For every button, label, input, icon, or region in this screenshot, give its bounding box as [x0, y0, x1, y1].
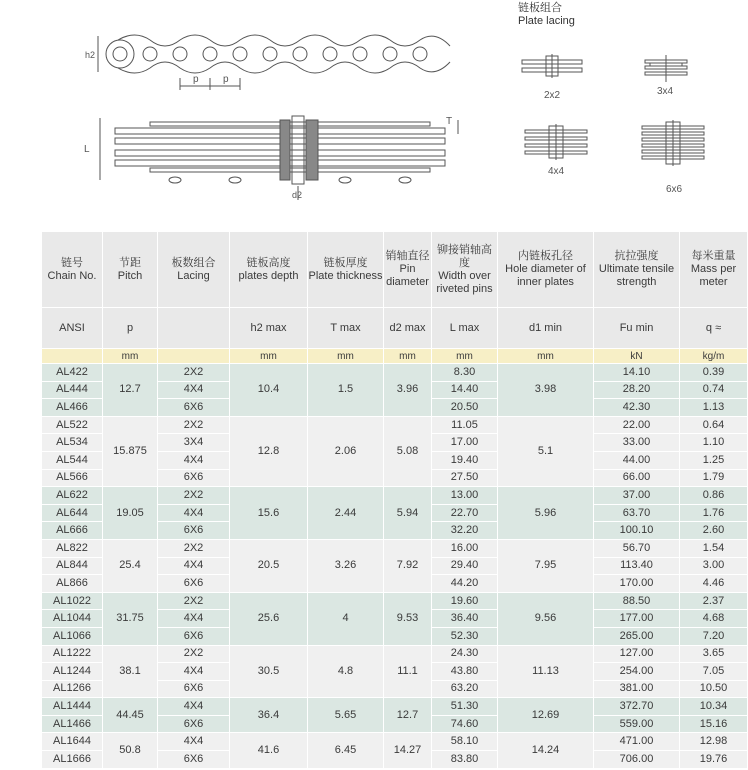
- header-cn: 内链板孔径: [518, 250, 573, 262]
- header-en: Width over riveted pins: [436, 269, 493, 295]
- symbol-mass-per-meter: q ≈: [680, 308, 748, 349]
- cell-lacing: 2X2: [158, 592, 230, 610]
- cell-pin-diameter: 5.08: [384, 416, 432, 486]
- cell-tensile-strength: 471.00: [594, 733, 680, 751]
- unit-pitch: mm: [103, 349, 158, 364]
- plate-lacing-title: [518, 2, 575, 28]
- cell-chain-no: AL866: [42, 575, 103, 593]
- cell-plate-thickness: 2.06: [308, 416, 384, 486]
- label-h2: h2: [85, 50, 96, 60]
- table-row: [42, 733, 748, 751]
- symbol-tensile-strength: Fu min: [594, 308, 680, 349]
- symbol-hole-diameter: d1 min: [498, 308, 594, 349]
- cell-width-over-pins: 32.20: [432, 522, 498, 540]
- cell-tensile-strength: 37.00: [594, 487, 680, 505]
- header-row: [42, 232, 748, 308]
- cell-lacing: 6X6: [158, 627, 230, 645]
- cell-hole-diameter: 3.98: [498, 364, 594, 417]
- cell-tensile-strength: 56.70: [594, 539, 680, 557]
- lacing-label-3x4: 3x4: [657, 86, 674, 97]
- header-cn: 节距: [119, 256, 141, 269]
- cell-lacing: 6X6: [158, 751, 230, 769]
- unit-tensile-strength: kN: [594, 349, 680, 364]
- cell-mass-per-meter: 15.16: [680, 715, 748, 733]
- cell-width-over-pins: 19.60: [432, 592, 498, 610]
- cell-hole-diameter: 7.95: [498, 539, 594, 592]
- plate-lacing-title-en: Plate lacing: [518, 15, 575, 27]
- cell-pitch: 31.75: [103, 592, 158, 645]
- cell-pitch: 12.7: [103, 364, 158, 417]
- unit-pin-diameter: mm: [384, 349, 432, 364]
- header-width-over-pins: [432, 232, 498, 308]
- cell-lacing: 4X4: [158, 504, 230, 522]
- table-row: [42, 416, 748, 434]
- cell-chain-no: AL1644: [42, 733, 103, 751]
- cell-pitch: 38.1: [103, 645, 158, 698]
- cell-chain-no: AL622: [42, 487, 103, 505]
- cell-tensile-strength: 100.10: [594, 522, 680, 540]
- cell-tensile-strength: 42.30: [594, 399, 680, 417]
- header-cn: 抗拉强度: [614, 250, 659, 262]
- header-en: Ultimate tensile strength: [598, 263, 675, 288]
- header-mass-per-meter: [680, 232, 748, 308]
- cell-pitch: 44.45: [103, 698, 158, 733]
- cell-lacing: 2X2: [158, 539, 230, 557]
- cell-tensile-strength: 63.70: [594, 504, 680, 522]
- label-L: L: [84, 144, 90, 155]
- cell-tensile-strength: 177.00: [594, 610, 680, 628]
- cell-lacing: 6X6: [158, 715, 230, 733]
- table-row: [42, 364, 748, 382]
- cell-lacing: 6X6: [158, 399, 230, 417]
- header-pitch: [103, 232, 158, 308]
- cell-hole-diameter: 5.1: [498, 416, 594, 486]
- header-en: Pitch: [117, 269, 143, 282]
- cell-mass-per-meter: 10.50: [680, 680, 748, 698]
- unit-width-over-pins: mm: [432, 349, 498, 364]
- header-cn: 铆接销轴高度: [437, 243, 492, 269]
- unit-hole-diameter: mm: [498, 349, 594, 364]
- cell-mass-per-meter: 10.34: [680, 698, 748, 716]
- cell-tensile-strength: 559.00: [594, 715, 680, 733]
- cell-hole-diameter: 9.56: [498, 592, 594, 645]
- symbol-lacing: [158, 308, 230, 349]
- cell-tensile-strength: 88.50: [594, 592, 680, 610]
- chain-top-view: [100, 116, 458, 200]
- cell-lacing: 2X2: [158, 364, 230, 382]
- cell-mass-per-meter: 1.10: [680, 434, 748, 452]
- lacing-label-6x6: 6x6: [666, 184, 683, 195]
- cell-pin-diameter: 12.7: [384, 698, 432, 733]
- cell-width-over-pins: 44.20: [432, 575, 498, 593]
- cell-lacing: 6X6: [158, 469, 230, 487]
- header-chain-no: [42, 232, 103, 308]
- symbol-row: [42, 308, 748, 349]
- cell-mass-per-meter: 3.00: [680, 557, 748, 575]
- cell-mass-per-meter: 2.37: [680, 592, 748, 610]
- cell-lacing: 4X4: [158, 381, 230, 399]
- cell-hole-diameter: 11.13: [498, 645, 594, 698]
- cell-tensile-strength: 265.00: [594, 627, 680, 645]
- header-lacing: [158, 232, 230, 308]
- cell-tensile-strength: 706.00: [594, 751, 680, 769]
- cell-mass-per-meter: 2.60: [680, 522, 748, 540]
- header-cn: 链号: [61, 256, 83, 269]
- cell-lacing: 4X4: [158, 663, 230, 681]
- cell-chain-no: AL466: [42, 399, 103, 417]
- label-p-1: p: [193, 74, 199, 85]
- cell-plate-thickness: 5.65: [308, 698, 384, 733]
- unit-chain-no: [42, 349, 103, 364]
- cell-width-over-pins: 74.60: [432, 715, 498, 733]
- table-row: [42, 539, 748, 557]
- cell-chain-no: AL1266: [42, 680, 103, 698]
- header-en: Hole diameter of inner plates: [505, 263, 586, 288]
- header-plate-depth: [230, 232, 308, 308]
- cell-plate-depth: 15.6: [230, 487, 308, 540]
- cell-mass-per-meter: 7.05: [680, 663, 748, 681]
- header-cn: 销轴直径: [385, 250, 430, 262]
- cell-lacing: 2X2: [158, 416, 230, 434]
- cell-width-over-pins: 20.50: [432, 399, 498, 417]
- header-plate-thickness: [308, 232, 384, 308]
- cell-plate-depth: 12.8: [230, 416, 308, 486]
- label-d2: d2: [292, 190, 303, 200]
- cell-tensile-strength: 113.40: [594, 557, 680, 575]
- cell-hole-diameter: 14.24: [498, 733, 594, 768]
- cell-pin-diameter: 3.96: [384, 364, 432, 417]
- cell-lacing: 4X4: [158, 610, 230, 628]
- unit-lacing: [158, 349, 230, 364]
- cell-mass-per-meter: 4.68: [680, 610, 748, 628]
- cell-lacing: 4X4: [158, 733, 230, 751]
- cell-pin-diameter: 14.27: [384, 733, 432, 768]
- cell-chain-no: AL644: [42, 504, 103, 522]
- header-en: Plate thickness: [308, 269, 383, 282]
- symbol-plate-thickness: T max: [308, 308, 384, 349]
- cell-width-over-pins: 14.40: [432, 381, 498, 399]
- header-hole-diameter: [498, 232, 594, 308]
- symbol-plate-depth: h2 max: [230, 308, 308, 349]
- cell-chain-no: AL534: [42, 434, 103, 452]
- cell-width-over-pins: 13.00: [432, 487, 498, 505]
- header-pin-diameter: [384, 232, 432, 308]
- cell-plate-depth: 36.4: [230, 698, 308, 733]
- cell-width-over-pins: 51.30: [432, 698, 498, 716]
- cell-width-over-pins: 43.80: [432, 663, 498, 681]
- cell-pin-diameter: 5.94: [384, 487, 432, 540]
- cell-tensile-strength: 372.70: [594, 698, 680, 716]
- lacing-label-4x4: 4x4: [548, 166, 565, 177]
- header-en: plates depth: [238, 269, 299, 282]
- header-cn: 链板厚度: [323, 256, 368, 269]
- chain-side-view: [98, 35, 450, 90]
- cell-chain-no: AL1244: [42, 663, 103, 681]
- cell-lacing: 4X4: [158, 557, 230, 575]
- cell-plate-depth: 30.5: [230, 645, 308, 698]
- cell-width-over-pins: 83.80: [432, 751, 498, 769]
- cell-pitch: 19.05: [103, 487, 158, 540]
- cell-mass-per-meter: 19.76: [680, 751, 748, 769]
- cell-tensile-strength: 44.00: [594, 451, 680, 469]
- cell-mass-per-meter: 3.65: [680, 645, 748, 663]
- cell-width-over-pins: 19.40: [432, 451, 498, 469]
- cell-width-over-pins: 24.30: [432, 645, 498, 663]
- cell-chain-no: AL1466: [42, 715, 103, 733]
- cell-chain-no: AL1066: [42, 627, 103, 645]
- cell-tensile-strength: 127.00: [594, 645, 680, 663]
- unit-plate-thickness: mm: [308, 349, 384, 364]
- symbol-pin-diameter: d2 max: [384, 308, 432, 349]
- cell-chain-no: AL444: [42, 381, 103, 399]
- cell-lacing: 6X6: [158, 575, 230, 593]
- cell-plate-depth: 20.5: [230, 539, 308, 592]
- header-en: Lacing: [177, 269, 210, 282]
- cell-plate-thickness: 4.8: [308, 645, 384, 698]
- cell-plate-thickness: 6.45: [308, 733, 384, 768]
- label-p-2: p: [223, 74, 229, 85]
- cell-chain-no: AL1666: [42, 751, 103, 769]
- cell-plate-thickness: 4: [308, 592, 384, 645]
- cell-width-over-pins: 22.70: [432, 504, 498, 522]
- cell-pitch: 15.875: [103, 416, 158, 486]
- cell-mass-per-meter: 12.98: [680, 733, 748, 751]
- cell-tensile-strength: 14.10: [594, 364, 680, 382]
- lacing-diagram-3x4: [645, 55, 687, 82]
- cell-mass-per-meter: 1.54: [680, 539, 748, 557]
- unit-mass-per-meter: kg/m: [680, 349, 748, 364]
- cell-width-over-pins: 63.20: [432, 680, 498, 698]
- symbol-chain-no: ANSI: [42, 308, 103, 349]
- symbol-pitch: p: [103, 308, 158, 349]
- cell-width-over-pins: 16.00: [432, 539, 498, 557]
- cell-mass-per-meter: 0.74: [680, 381, 748, 399]
- cell-tensile-strength: 28.20: [594, 381, 680, 399]
- cell-mass-per-meter: 1.76: [680, 504, 748, 522]
- cell-chain-no: AL522: [42, 416, 103, 434]
- cell-pitch: 25.4: [103, 539, 158, 592]
- cell-lacing: 3X4: [158, 434, 230, 452]
- cell-hole-diameter: 5.96: [498, 487, 594, 540]
- header-en: Pin diameter: [386, 263, 429, 288]
- header-cn: 每米重量: [691, 250, 736, 262]
- cell-width-over-pins: 58.10: [432, 733, 498, 751]
- cell-mass-per-meter: 0.64: [680, 416, 748, 434]
- cell-lacing: 6X6: [158, 522, 230, 540]
- cell-mass-per-meter: 1.13: [680, 399, 748, 417]
- header-tensile-strength: [594, 232, 680, 308]
- cell-lacing: 6X6: [158, 680, 230, 698]
- cell-mass-per-meter: 4.46: [680, 575, 748, 593]
- label-T: T: [446, 116, 453, 127]
- cell-lacing: 4X4: [158, 451, 230, 469]
- cell-width-over-pins: 36.40: [432, 610, 498, 628]
- cell-plate-thickness: 2.44: [308, 487, 384, 540]
- lacing-label-2x2: 2x2: [544, 90, 561, 101]
- cell-pin-diameter: 11.1: [384, 645, 432, 698]
- cell-plate-depth: 10.4: [230, 364, 308, 417]
- cell-mass-per-meter: 7.20: [680, 627, 748, 645]
- header-en: Chain No.: [47, 269, 97, 282]
- cell-lacing: 4X4: [158, 698, 230, 716]
- cell-lacing: 2X2: [158, 645, 230, 663]
- cell-mass-per-meter: 0.86: [680, 487, 748, 505]
- cell-mass-per-meter: 1.25: [680, 451, 748, 469]
- cell-chain-no: AL822: [42, 539, 103, 557]
- cell-chain-no: AL666: [42, 522, 103, 540]
- cell-chain-no: AL566: [42, 469, 103, 487]
- cell-chain-no: AL1444: [42, 698, 103, 716]
- lacing-diagram-6x6: [642, 120, 704, 166]
- symbol-width-over-pins: L max: [432, 308, 498, 349]
- unit-row: [42, 349, 748, 364]
- cell-chain-no: AL1222: [42, 645, 103, 663]
- header-en: Mass per meter: [690, 263, 737, 288]
- cell-plate-thickness: 1.5: [308, 364, 384, 417]
- cell-plate-depth: 25.6: [230, 592, 308, 645]
- cell-chain-no: AL422: [42, 364, 103, 382]
- unit-plate-depth: mm: [230, 349, 308, 364]
- chain-drawings: [0, 0, 748, 232]
- cell-lacing: 2X2: [158, 487, 230, 505]
- plate-lacing-title-cn: 链板组合: [518, 2, 562, 14]
- cell-mass-per-meter: 0.39: [680, 364, 748, 382]
- cell-tensile-strength: 33.00: [594, 434, 680, 452]
- lacing-diagram-2x2: [522, 54, 582, 78]
- table-row: [42, 698, 748, 716]
- cell-width-over-pins: 17.00: [432, 434, 498, 452]
- table-row: [42, 592, 748, 610]
- header-cn: 链板高度: [246, 256, 291, 269]
- header-cn: 板数组合: [171, 256, 216, 269]
- table-row: [42, 645, 748, 663]
- cell-pin-diameter: 9.53: [384, 592, 432, 645]
- cell-chain-no: AL844: [42, 557, 103, 575]
- cell-width-over-pins: 8.30: [432, 364, 498, 382]
- cell-chain-no: AL544: [42, 451, 103, 469]
- cell-tensile-strength: 22.00: [594, 416, 680, 434]
- cell-tensile-strength: 254.00: [594, 663, 680, 681]
- cell-tensile-strength: 170.00: [594, 575, 680, 593]
- cell-width-over-pins: 11.05: [432, 416, 498, 434]
- cell-width-over-pins: 52.30: [432, 627, 498, 645]
- cell-plate-depth: 41.6: [230, 733, 308, 768]
- table-row: [42, 487, 748, 505]
- cell-chain-no: AL1022: [42, 592, 103, 610]
- cell-pitch: 50.8: [103, 733, 158, 768]
- cell-tensile-strength: 66.00: [594, 469, 680, 487]
- cell-pin-diameter: 7.92: [384, 539, 432, 592]
- cell-plate-thickness: 3.26: [308, 539, 384, 592]
- chain-spec-table: [41, 231, 748, 769]
- cell-mass-per-meter: 1.79: [680, 469, 748, 487]
- cell-width-over-pins: 29.40: [432, 557, 498, 575]
- lacing-diagram-4x4: [525, 124, 587, 160]
- cell-hole-diameter: 12.69: [498, 698, 594, 733]
- cell-tensile-strength: 381.00: [594, 680, 680, 698]
- cell-width-over-pins: 27.50: [432, 469, 498, 487]
- cell-chain-no: AL1044: [42, 610, 103, 628]
